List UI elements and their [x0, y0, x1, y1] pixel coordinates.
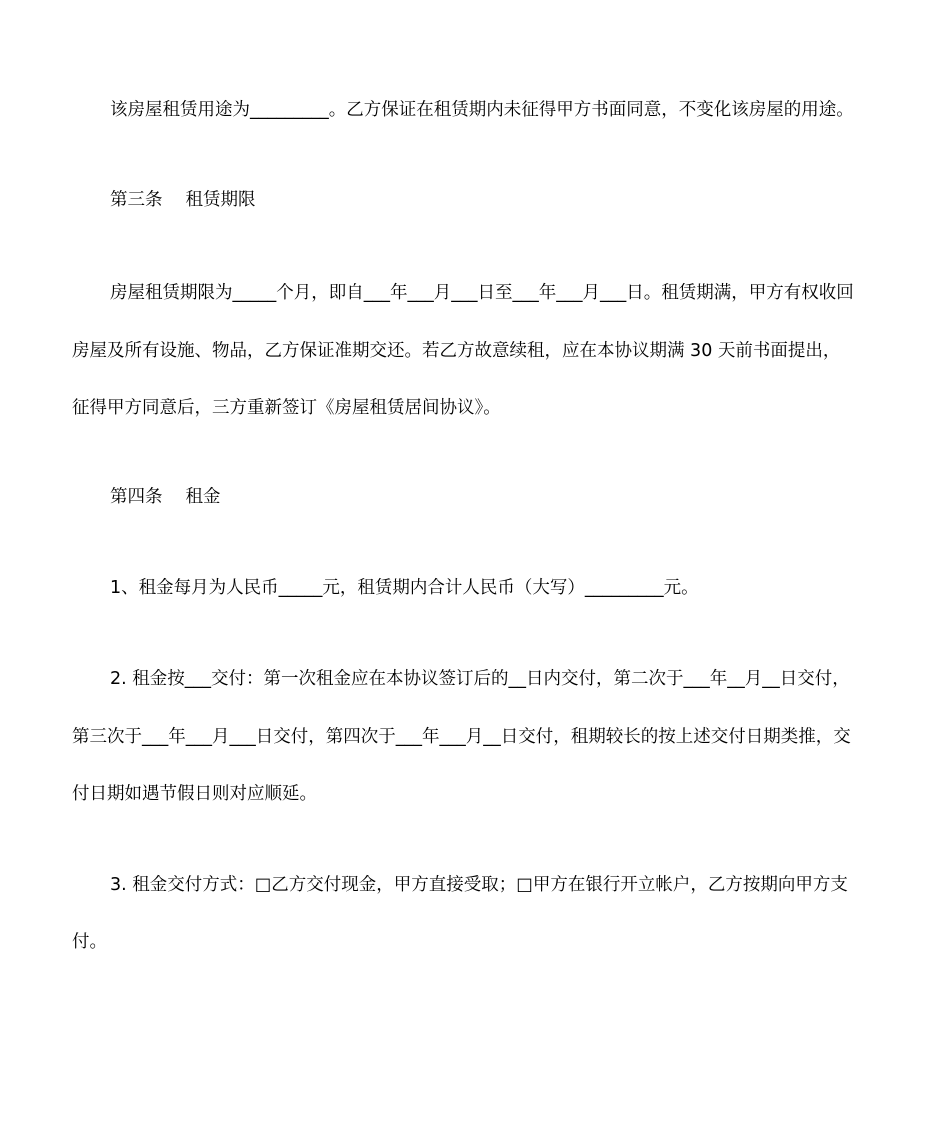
heading-article-3: 第三条 租赁期限	[110, 190, 256, 210]
paragraph-rent-item-3-line-2: 付。	[72, 932, 107, 952]
paragraph-rent-item-3-line-1: 3. 租金交付方式：□乙方交付现金，甲方直接受取；□甲方在银行开立帐户，乙方按期向甲方支	[110, 875, 848, 895]
paragraph-term-line-1: 房屋租赁期限为_____个月，即自___年___月___日至___年___月___日。租赁期满，甲方有权收回	[110, 283, 854, 303]
paragraph-rent-item-1: 1、租金每月为人民币_____元，租赁期内合计人民币（大写）_________元。	[110, 578, 699, 598]
paragraph-rent-item-2-line-1: 2. 租金按___交付：第一次租金应在本协议签订后的__日内交付，第二次于___年__月__日交付，	[110, 669, 850, 689]
paragraph-term-line-2: 房屋及所有设施、物品，乙方保证准期交还。若乙方故意续租，应在本协议期满 30 天前书面提出，	[72, 341, 841, 361]
paragraph-rent-item-2-line-3: 付日期如遇节假日则对应顺延。	[72, 784, 317, 804]
heading-article-4: 第四条 租金	[110, 487, 221, 507]
paragraph-term-line-3: 征得甲方同意后，三方重新签订《房屋租赁居间协议》。	[72, 398, 501, 418]
paragraph-usage-line-1: 该房屋租赁用途为_________。乙方保证在租赁期内未征得甲方书面同意，不变化该房屋的用途。	[110, 100, 854, 120]
paragraph-rent-item-2-line-2: 第三次于___年___月___日交付，第四次于___年___月__日交付，租期较长的按上述交付日期类推，交	[72, 727, 851, 747]
